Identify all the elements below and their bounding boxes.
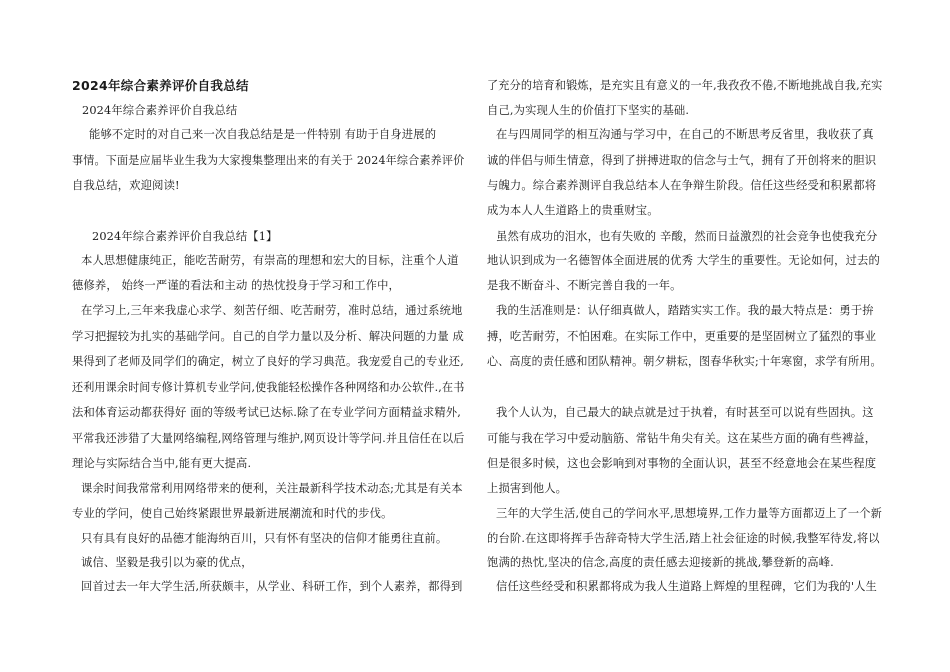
text-line: 学习把握较为扎实的基础学问。自己的自学力量以及分析、解决问题的力量 成 bbox=[72, 330, 464, 343]
text-line: 但是很多时候，这也会影响到对事物的全面认识，甚至不经意地会在某些程度 bbox=[487, 457, 877, 470]
text-line: 回首过去一年大学生活,所获颇丰，从学业、科研工作，到个人素养，都得到 bbox=[81, 580, 463, 593]
text-line: 虽然有成功的泪水，也有失败的 辛酸，然而日益激烈的社会竞争也使我充分 bbox=[496, 230, 878, 243]
text-line: 信任这些经受和积累都将成为我人生道路上辉煌的里程碑，它们为我的'人生 bbox=[496, 580, 878, 593]
text-line: 成为本人人生道路上的贵重财宝。 bbox=[487, 204, 659, 217]
text-line: 心、高度的责任感和团队精神。朝夕耕耘，图春华秋实;十年寒窗，求学有所用。 bbox=[487, 355, 882, 368]
text-line: 与魄力。综合素养测评自我总结本人在争辩生阶段。信任这些经受和积累都将 bbox=[487, 179, 877, 192]
text-line: 诚信、坚毅是我引以为豪的优点， bbox=[81, 556, 253, 569]
text-line: 搏，吃苦耐劳，不怕困难。在实际工作中，更重要的是坚固树立了猛烈的事业 bbox=[487, 330, 877, 343]
text-line: 果得到了老师及同学们的确定，树立了良好的学习典范。我宠爱自己的专业还, bbox=[72, 355, 464, 368]
text-line: 平常我还涉猎了大量网络编程,网络管理与维护,网页设计等学问.并且信任在以后 bbox=[72, 432, 465, 445]
text-line: 在与四周同学的相互沟通与学习中，在自己的不断思考反省里，我收获了真 bbox=[496, 128, 874, 141]
text-line: 专业的学问，使自己始终紧跟世界最新进展潮流和时代的步伐。 bbox=[72, 507, 393, 520]
text-line: 我个人认为，自己最大的缺点就是过于执着，有时甚至可以说有些固执。这 bbox=[496, 406, 874, 419]
text-line: 能够不定时的对自己来一次自我总结是是一件特别 有助于自身进展的 bbox=[89, 128, 437, 141]
text-line: 的台阶.在这即将挥手告辞奇特大学生活,踏上社会征途的时候,我整军待发,将以 bbox=[487, 532, 880, 545]
text-line: 还利用课余时间专修计算机专业学问,使我能轻松操作各种网络和办公软件.,在书 bbox=[72, 381, 465, 394]
text-line: 可能与我在学习中爱动脑筋、常钻牛角尖有关。这在某些方面的确有些裨益， bbox=[487, 432, 877, 445]
text-line: 2024年综合素养评价自我总结【1】 bbox=[92, 230, 278, 243]
text-line: 我的生活准则是：认仔细真做人，踏踏实实工作。我的最大特点是：勇于拚 bbox=[496, 304, 874, 317]
text-line: 自我总结，欢迎阅读! bbox=[72, 179, 180, 192]
text-line: 只有具有良好的品德才能海纳百川，只有怀有坚决的信仰才能勇往直前。 bbox=[81, 532, 448, 545]
text-line: 法和体育运动都获得好 面的等级考试已达标.除了在专业学问方面精益求精外, bbox=[72, 406, 461, 419]
text-line: 理论与实际结合当中,能有更大提高. bbox=[72, 457, 252, 470]
text-line: 了充分的培育和锻炼，是充实且有意义的一年,我孜孜不倦,不断地挑战自我,充实 bbox=[487, 79, 883, 92]
text-line: 三年的大学生活,使自己的学问水平,思想境界,工作力量等方面都迈上了一个新 bbox=[496, 507, 882, 520]
text-line: 上损害到他人。 bbox=[487, 482, 568, 495]
text-line: 诚的伴侣与师生情意，得到了拼搏进取的信念与士气，拥有了开创将来的胆识 bbox=[487, 154, 877, 167]
text-line: 自己,为实现人生的价值打下坚实的基础. bbox=[487, 104, 690, 117]
text-line: 是我不断奋斗、不断完善自我的一年。 bbox=[487, 279, 682, 292]
text-line: 2024年综合素养评价自我总结 bbox=[82, 104, 238, 117]
text-line: 饱满的热忱,坚决的信念,高度的责任感去迎接新的挑战,攀登新的高峰. bbox=[487, 556, 834, 569]
text-line: 本人思想健康纯正，能吃苦耐劳，有崇高的理想和宏大的目标，注重个人道 bbox=[81, 254, 459, 267]
text-line: 事情。下面是应届毕业生我为大家搜集整理出来的有关于 2024年综合素养评价 bbox=[72, 154, 465, 167]
text-line: 课余时间我常常利用网络带来的便利，关注最新科学技术动态;尤其是有关本 bbox=[81, 482, 463, 495]
document-title: 2024年综合素养评价自我总结 bbox=[72, 78, 249, 93]
text-line: 德修养， 始终一严谨的看法和主动 的热忱投身于学习和工作中， bbox=[72, 279, 400, 292]
text-line: 在学习上,三年来我虚心求学、刻苦仔细、吃苦耐劳，准时总结，通过系统地 bbox=[81, 304, 463, 317]
text-line: 地认识到成为一名德智体全面进展的优秀 大学生的重要性。无论如何，过去的 bbox=[487, 254, 880, 267]
